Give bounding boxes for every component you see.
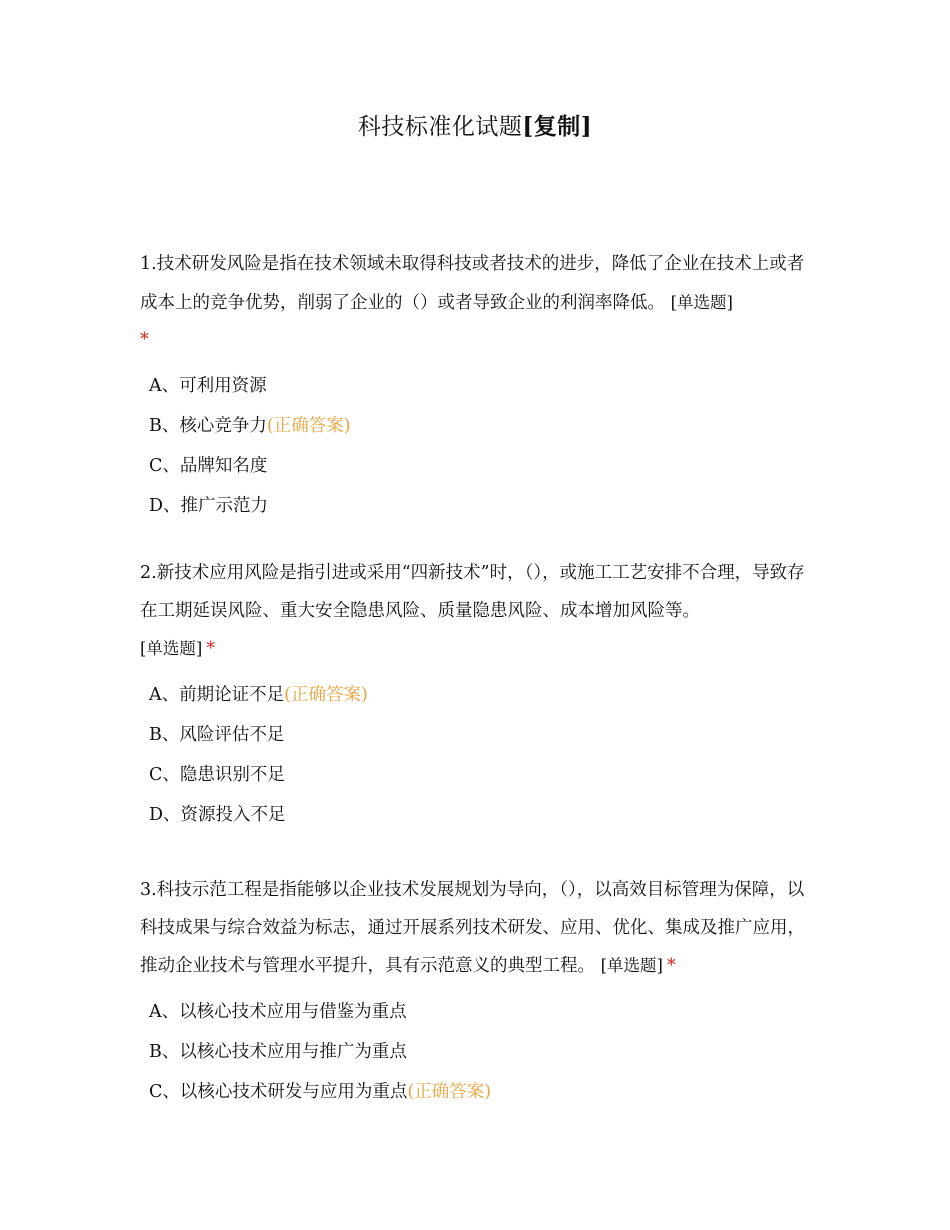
option-label: B、核心竞争力	[149, 415, 267, 436]
option-b	[140, 715, 820, 755]
title-bracket: [复制]	[522, 113, 593, 140]
question-stem: 2.新技术应用风险是指引进或采用“四新技术”时，（），或施工工艺安排不合理，导致存在工期延误风险、重大安全隐患风险、质量隐患风险、成本增加风险等。	[140, 563, 805, 621]
option-d	[140, 486, 820, 526]
option-b	[140, 1032, 820, 1072]
title-main: 科技标准化试题	[357, 114, 523, 140]
question-type: [单选题]	[140, 639, 203, 658]
option-label: D、推广示范力	[149, 495, 269, 516]
option-label: A、以核心技术应用与借鉴为重点	[149, 1001, 407, 1022]
document-title	[0, 110, 950, 144]
option-a	[140, 675, 820, 715]
question-text	[140, 246, 820, 360]
required-marker: *	[206, 639, 216, 659]
question-type: [单选题]	[600, 956, 663, 975]
option-d	[140, 795, 820, 835]
correct-answer-tag: (正确答案)	[284, 684, 368, 705]
correct-answer-tag: (正确答案)	[407, 1081, 492, 1102]
required-marker: *	[666, 956, 676, 976]
option-c	[140, 446, 820, 486]
option-c	[140, 1072, 820, 1112]
required-marker: *	[140, 330, 149, 350]
option-list	[140, 992, 820, 1112]
option-label: B、以核心技术应用与推广为重点	[149, 1041, 407, 1062]
question-2	[140, 555, 820, 835]
correct-answer-tag: (正确答案)	[266, 415, 351, 436]
option-b	[140, 406, 820, 446]
option-a	[140, 366, 820, 406]
question-text	[140, 555, 820, 669]
question-text	[140, 872, 820, 986]
option-c	[140, 755, 820, 795]
question-stem: 1.技术研发风险是指在技术领域未取得科技或者技术的进步，降低了企业在技术上或者成本上的竞争优势，削弱了企业的（）或者导致企业的利润率降低。	[140, 254, 805, 313]
option-label: A、可利用资源	[149, 375, 267, 396]
question-stem: 3.科技示范工程是指能够以企业技术发展规划为导向，（），以高效目标管理为保障，以科技成果与综合效益为标志，通过开展系列技术研发、应用、优化、集成及推广应用，推动企业技术与管理水平提升，具有示范意义的典型工程。	[140, 880, 805, 976]
option-label: C、以核心技术研发与应用为重点	[149, 1081, 408, 1102]
option-list	[140, 675, 820, 835]
option-label: C、品牌知名度	[149, 455, 268, 476]
option-label: D、资源投入不足	[149, 804, 286, 825]
option-list	[140, 366, 820, 526]
option-label: B、风险评估不足	[149, 724, 285, 745]
option-label: A、前期论证不足	[149, 684, 285, 705]
option-label: C、隐患识别不足	[149, 764, 285, 785]
question-type: [单选题]	[670, 292, 733, 312]
option-a	[140, 992, 820, 1032]
question-3	[140, 872, 820, 1112]
question-1	[140, 246, 820, 526]
